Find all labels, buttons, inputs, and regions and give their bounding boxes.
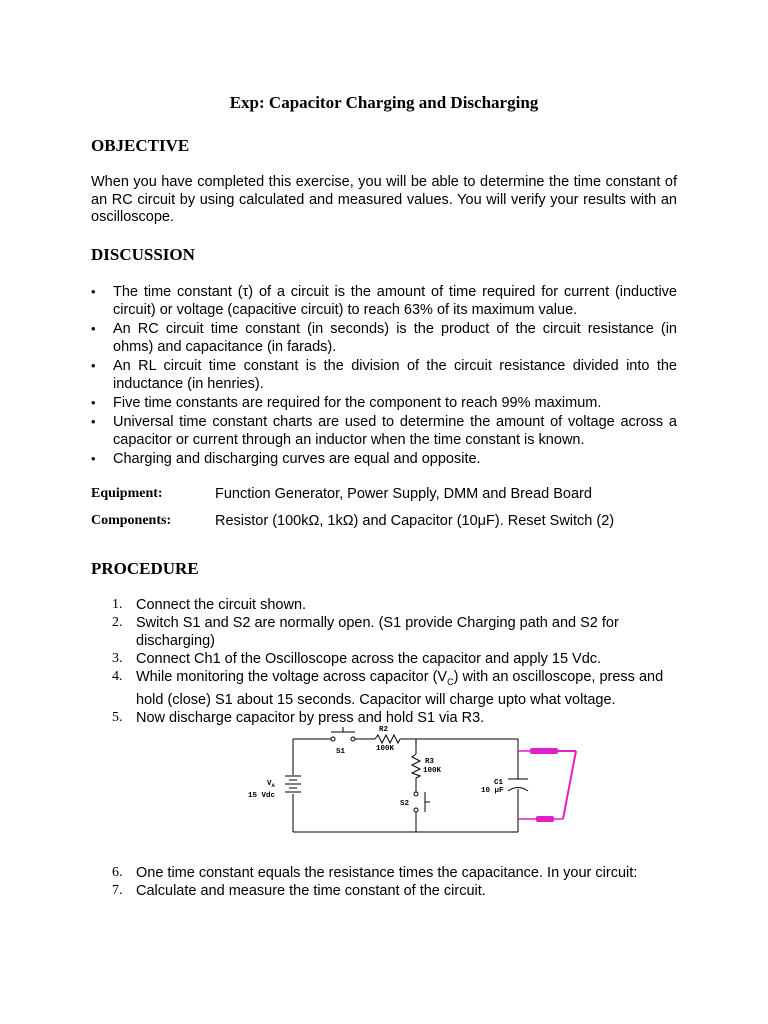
step-text: Connect Ch1 of the Oscilloscope across the capacitor and apply 15 Vdc. xyxy=(136,651,602,667)
c1-value: 10 μF xyxy=(481,787,504,795)
list-item xyxy=(91,413,677,449)
list-item-text: Five time constants are required for the component to reach 99% maximum. xyxy=(113,395,602,411)
step-number: 2. xyxy=(112,615,123,630)
r2-value: 100K xyxy=(376,745,395,753)
step-number: 7. xyxy=(112,883,123,898)
bullet-icon: • xyxy=(91,414,96,429)
list-item xyxy=(91,357,677,393)
step-text-end: ) with an oscilloscope, press and hold (close) S1 about 15 seconds. Capacitor will charge upto what voltage. xyxy=(136,669,664,708)
list-item xyxy=(91,283,677,319)
r2-label: R2 xyxy=(379,726,389,734)
list-item xyxy=(112,614,682,650)
s2-label: S2 xyxy=(400,800,410,808)
objective-text: When you have completed this exercise, you will be able to determine the time constant of an RC circuit by using calculated and measured values. You will verify your results with an oscilloscope. xyxy=(91,174,677,225)
step-text: Connect the circuit shown. xyxy=(136,597,307,613)
s1-label: S1 xyxy=(336,748,346,756)
circuit-wires xyxy=(293,739,518,832)
list-item xyxy=(112,668,682,709)
bullet-icon: • xyxy=(91,321,96,336)
step-number: 1. xyxy=(112,597,123,612)
step-number: 3. xyxy=(112,651,123,666)
step-text: Switch S1 and S2 are normally open. (S1 provide Charging path and S2 for discharging) xyxy=(136,615,619,649)
bullet-icon: • xyxy=(91,451,96,466)
objective-heading: OBJECTIVE xyxy=(91,136,190,155)
bullet-icon: • xyxy=(91,358,96,373)
step-text: Now discharge capacitor by press and hold S1 via R3. xyxy=(136,709,485,726)
discussion-heading: DISCUSSION xyxy=(91,245,195,264)
step-text-subscript: C xyxy=(447,676,454,687)
list-item-text: An RC circuit time constant (in seconds) is the product of the circuit resistance (in ohms) and capacitance (in farads). xyxy=(113,321,677,355)
r3-label: R3 xyxy=(425,758,435,766)
step-number: 6. xyxy=(112,865,123,880)
list-item xyxy=(91,394,677,412)
procedure-steps xyxy=(112,596,682,727)
procedure-heading: PROCEDURE xyxy=(91,559,199,578)
components-value: Resistor (100kΩ, 1kΩ) and Capacitor (10μF). Reset Switch (2) xyxy=(215,513,615,529)
list-item xyxy=(112,596,682,614)
resistor-r3-icon xyxy=(412,754,420,778)
list-item-text: Universal time constant charts are used to determine the amount of voltage across a capacitor or current through an inductor when the time constant is known. xyxy=(113,414,677,448)
list-item-text: Charging and discharging curves are equal and opposite. xyxy=(113,451,481,467)
c1-label: C1 xyxy=(494,779,504,787)
list-item xyxy=(112,864,682,882)
circuit-diagram xyxy=(240,722,600,838)
step-number: 4. xyxy=(112,669,123,684)
source-value: 15 Vdc xyxy=(248,792,276,800)
bullet-icon: • xyxy=(91,395,96,410)
list-item-text: An RL circuit time constant is the division of the circuit resistance divided into the inductance (in henries). xyxy=(113,358,677,392)
page-title: Exp: Capacitor Charging and Discharging xyxy=(229,93,539,112)
step-text-start: While monitoring the voltage across capacitor (V xyxy=(136,669,448,685)
list-item xyxy=(112,650,682,668)
step-number: 5. xyxy=(112,709,123,725)
list-item xyxy=(91,320,677,356)
switch-s2-icon xyxy=(414,792,430,812)
equipment-value: Function Generator, Power Supply, DMM and Bread Board xyxy=(215,486,592,502)
bullet-icon: • xyxy=(91,284,96,299)
list-item xyxy=(91,450,677,468)
battery-icon xyxy=(285,776,301,792)
resistor-r2-icon xyxy=(375,735,400,743)
step-text: One time constant equals the resistance times the capacitance. In your circuit: xyxy=(136,865,638,881)
scope-probe-icon xyxy=(518,748,576,822)
list-item xyxy=(112,882,682,900)
components-label: Components: xyxy=(91,513,172,528)
step-text: Calculate and measure the time constant of the circuit. xyxy=(136,883,486,899)
source-label: $V_A$ xyxy=(267,780,275,789)
r3-value: 100K xyxy=(423,767,442,775)
list-item-text: The time constant (τ) of a circuit is the amount of time required for current (inductive circuit) or voltage (capacitive circuit) to reach 63% of its maximum value. xyxy=(113,284,677,318)
equipment-label: Equipment: xyxy=(91,486,163,501)
discussion-list xyxy=(91,283,677,469)
procedure-steps-continued xyxy=(112,864,682,900)
switch-s1-icon xyxy=(331,727,355,741)
